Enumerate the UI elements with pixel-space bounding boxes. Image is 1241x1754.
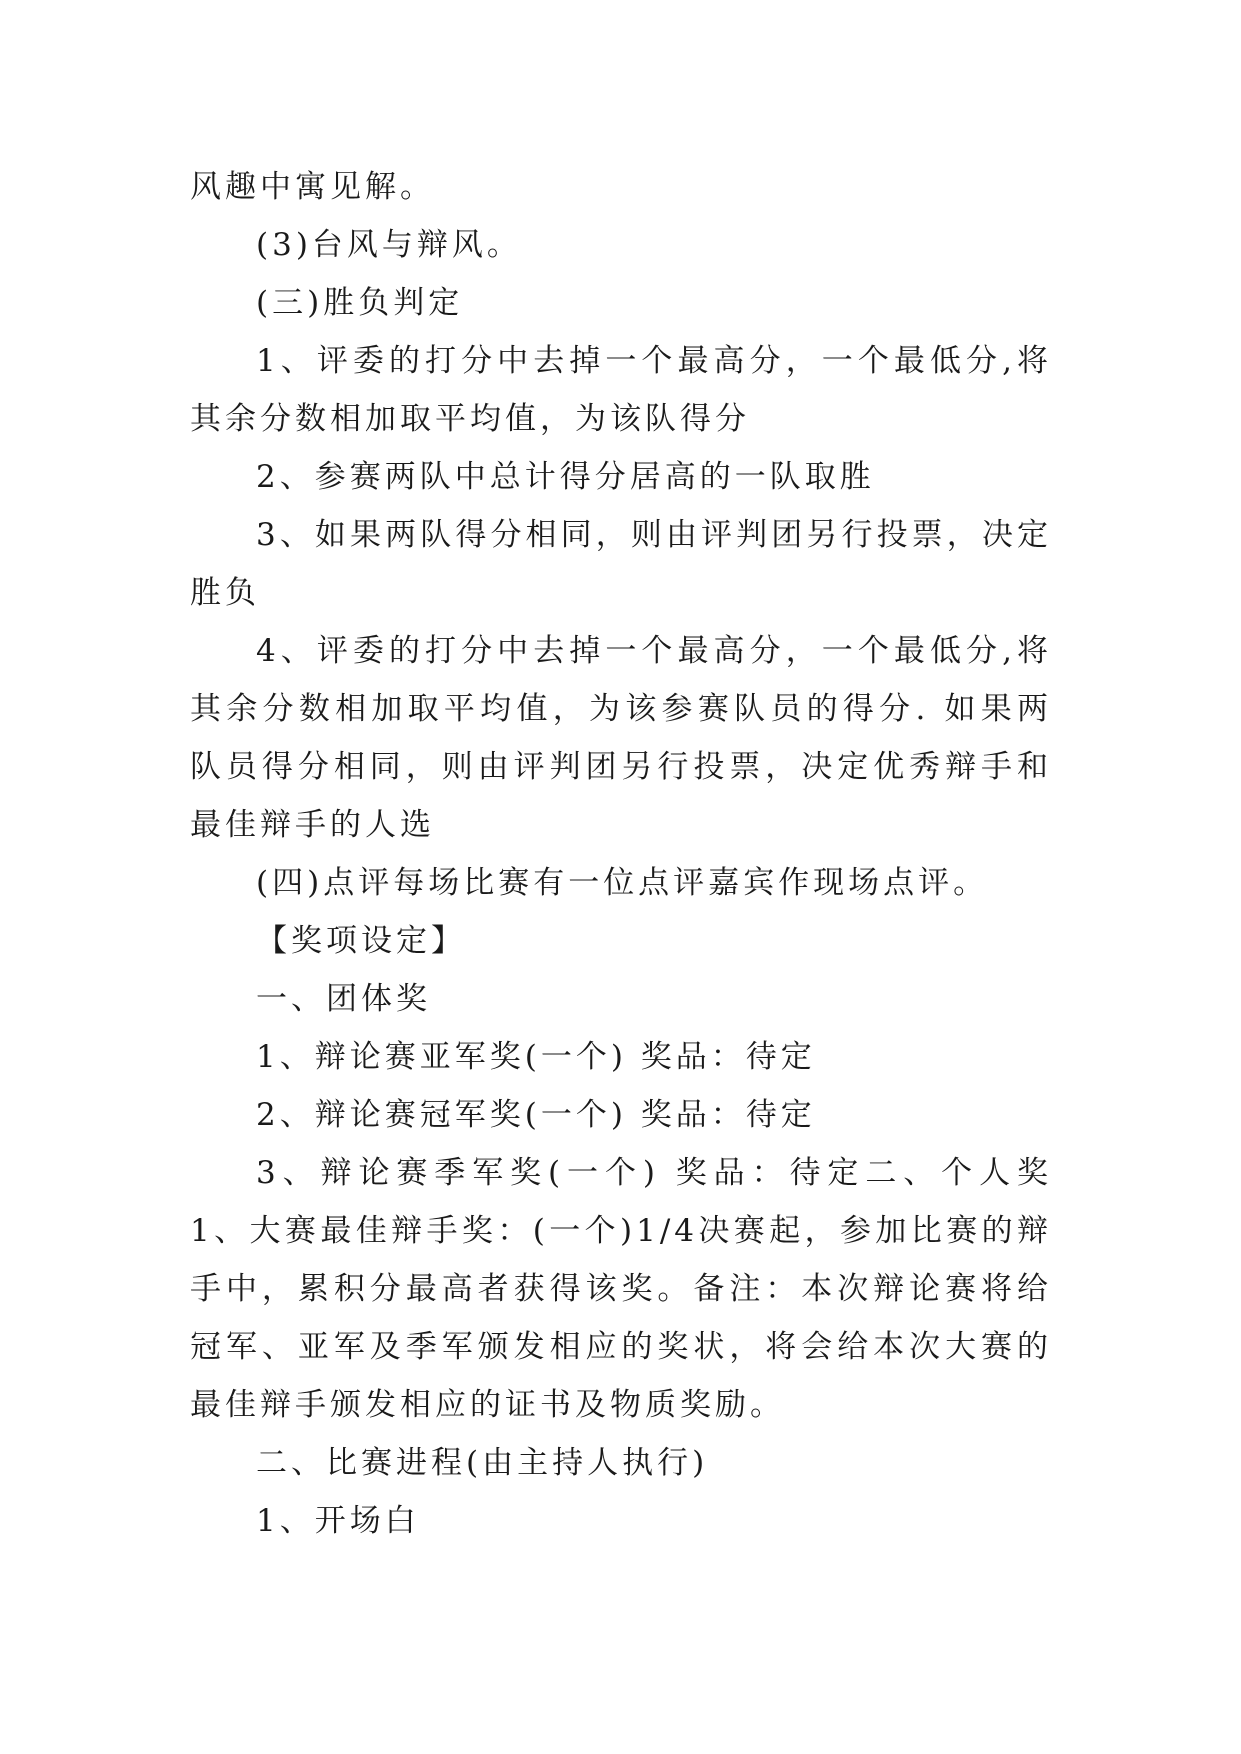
paragraph: 2、参赛两队中总计得分居高的一队取胜 [256,459,875,495]
paragraph: (四)点评每场比赛有一位点评嘉宾作现场点评。 [256,865,989,901]
section-heading: 【奖项设定】 [256,923,466,959]
paragraph: 风趣中寓见解。 [190,169,435,205]
paragraph: 2、辩论赛冠军奖(一个) 奖品：待定 [256,1097,816,1133]
paragraph: 1、辩论赛亚军奖(一个) 奖品：待定 [256,1039,816,1075]
paragraph: (3)台风与辩风。 [256,227,522,263]
section-heading: (三)胜负判定 [256,285,464,321]
document-body [190,158,1052,1550]
paragraph: 1、评委的打分中去掉一个最高分，一个最低分,将其余分数相加取平均值，为该队得分 [190,343,1052,437]
paragraph: 1、开场白 [256,1503,420,1539]
section-heading: 二、比赛进程(由主持人执行) [256,1445,709,1481]
paragraph: 3、如果两队得分相同，则由评判团另行投票，决定胜负 [190,517,1052,611]
paragraph: 4、评委的打分中去掉一个最高分，一个最低分,将其余分数相加取平均值，为该参赛队员的得分. 如果两队员得分相同，则由评判团另行投票，决定优秀辩手和最佳辩手的人选 [190,633,1052,843]
paragraph: 3、辩论赛季军奖(一个) 奖品：待定二、个人奖 1、大赛最佳辩手奖：(一个)1/4决赛起，参加比赛的辩手中，累积分最高者获得该奖。备注：本次辩论赛将给冠军、亚军及季军颁发相应的奖状，将会给本次大赛的最佳辩手颁发相应的证书及物质奖励。 [190,1155,1052,1423]
section-heading: 一、团体奖 [256,981,431,1017]
